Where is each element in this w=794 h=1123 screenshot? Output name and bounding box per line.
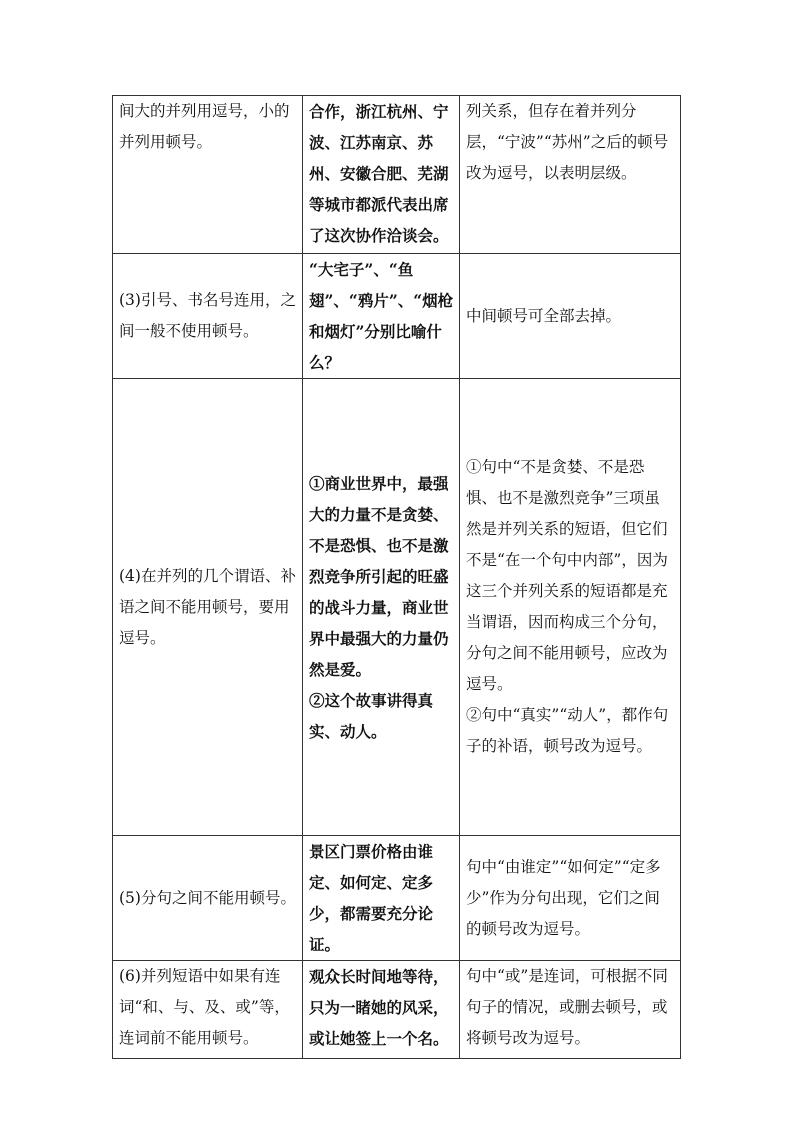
rules-table-container xyxy=(112,95,680,1059)
example-cell: 合作，浙江杭州、宁波、江苏南京、苏州、安徽合肥、芜湖等城市都派代表出席了这次协作洽谈会。 xyxy=(303,96,460,254)
correction-cell: 列关系，但存在着并列分层，“宁波”“苏州”之后的顿号改为逗号，以表明层级。 xyxy=(460,96,681,254)
punctuation-rules-table xyxy=(112,95,681,1059)
correction-cell: 中间顿号可全部去掉。 xyxy=(460,254,681,379)
table-row xyxy=(113,836,681,961)
rule-cell: (3)引号、书名号连用，之间一般不使用顿号。 xyxy=(113,254,303,379)
example-cell: 景区门票价格由谁定、如何定、定多少，都需要充分论证。 xyxy=(303,836,460,961)
table-row xyxy=(113,379,681,836)
correction-cell: 句中“或”是连词，可根据不同句子的情况，或删去顿号，或将顿号改为逗号。 xyxy=(460,961,681,1059)
rule-cell: (4)在并列的几个谓语、补语之间不能用顿号，要用逗号。 xyxy=(113,379,303,836)
example-line: ①商业世界中，最强大的力量不是贪婪、不是恐惧、也不是激烈竞争所引起的旺盛的战斗力量，商业世界中最强大的力量仍然是爱。 xyxy=(309,473,449,679)
table-row xyxy=(113,96,681,254)
correction-line: ②句中“真实”“动人”，都作句子的补语，顿号改为逗号。 xyxy=(466,706,669,755)
correction-line: ①句中“不是贪婪、不是恐惧、也不是激烈竞争”三项虽然是并列关系的短语，但它们不是“在一个句中内部”，因为这三个并列关系的短语都是充当谓语，因而构成三个分句，分句之间不能用顿号，应改为逗号。 xyxy=(466,458,668,693)
rule-cell: (5)分句之间不能用顿号。 xyxy=(113,836,303,961)
correction-cell xyxy=(460,379,681,836)
correction-cell: 句中“由谁定”“如何定”“定多少”作为分句出现，它们之间的顿号改为逗号。 xyxy=(460,836,681,961)
example-line: ②这个故事讲得真实、动人。 xyxy=(309,690,434,741)
table-row xyxy=(113,961,681,1059)
rule-cell: (6)并列短语中如果有连词“和、与、及、或”等，连词前不能用顿号。 xyxy=(113,961,303,1059)
rule-cell: 间大的并列用逗号，小的并列用顿号。 xyxy=(113,96,303,254)
example-cell: “大宅子”、“鱼翅”、“鸦片”、“烟枪和烟灯”分别比喻什么？ xyxy=(303,254,460,379)
example-cell xyxy=(303,379,460,836)
example-cell: 观众长时间地等待，只为一睹她的风采，或让她签上一个名。 xyxy=(303,961,460,1059)
table-row xyxy=(113,254,681,379)
